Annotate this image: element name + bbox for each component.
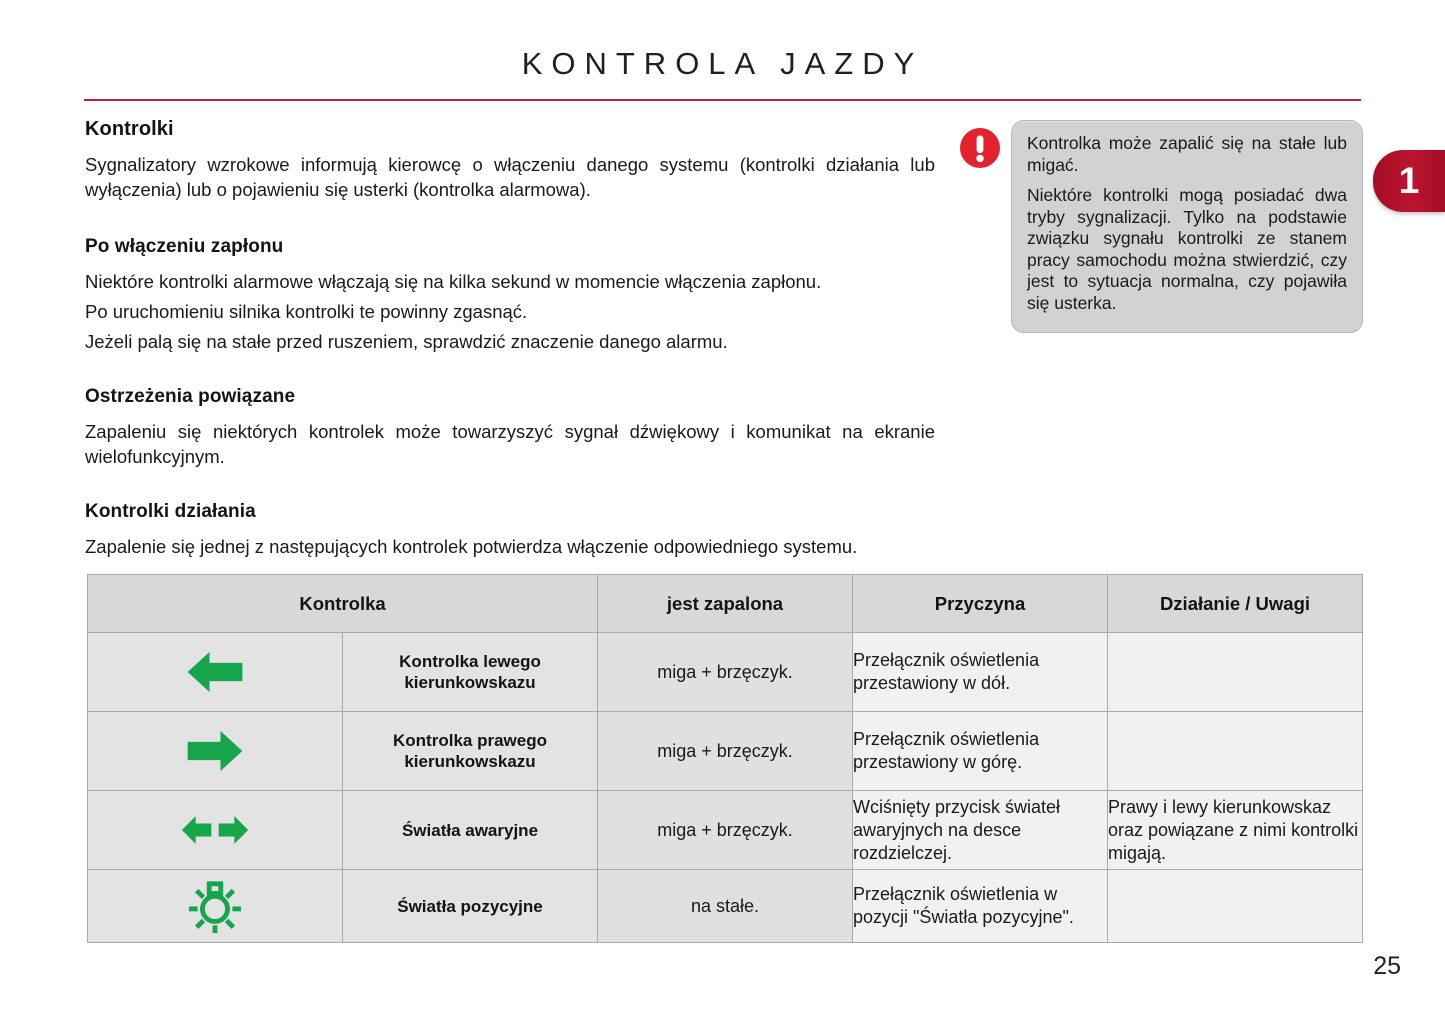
table-cell-note: Prawy i lewy kierunkowskaz oraz powiązane z nimi kontrolki migają. xyxy=(1108,791,1363,870)
spacer xyxy=(85,359,935,386)
table-cell-note xyxy=(1108,870,1363,943)
section-paragraph-zaplon-1: Niektóre kontrolki alarmowe włączają się na kilka sekund w momencie włączenia zapłonu. xyxy=(85,271,822,292)
section-paragraph-zaplon-2: Po uruchomieniu silnika kontrolki te powinny zgasnąć. xyxy=(85,301,528,322)
arrow-left-icon xyxy=(88,633,343,712)
table-cell-name: Światła awaryjne xyxy=(343,791,598,870)
table-cell-note xyxy=(1108,712,1363,791)
table-cell-cause: Przełącznik oświetlenia w pozycji "Światła pozycyjne". xyxy=(853,870,1108,943)
table-row xyxy=(88,791,1363,870)
warning-lights-table xyxy=(87,574,1363,943)
table-cell-cause: Przełącznik oświetlenia przestawiony w dół. xyxy=(853,633,1108,712)
main-content xyxy=(85,118,935,564)
section-paragraph-ostrzezenia: Zapaleniu się niektórych kontrolek może towarzyszyć sygnał dźwiękowy i komunikat na ekranie wielofunkcyjnym. xyxy=(85,421,935,467)
hazard-double-arrow-icon xyxy=(88,791,343,870)
spacer xyxy=(85,474,935,501)
table-cell-name: Kontrolka prawego kierunkowskazu xyxy=(343,712,598,791)
section-heading-kontrolki: Kontrolki xyxy=(85,118,174,140)
table-header-przyczyna: Przyczyna xyxy=(853,575,1108,633)
table-cell-name: Światła pozycyjne xyxy=(343,870,598,943)
arrow-right-icon xyxy=(88,712,343,791)
info-paragraph-2: Niektóre kontrolki mogą posiadać dwa tryby sygnalizacji. Tylko na podstawie związku sygnału kontrolki ze stanem pracy samochodu można stwierdzić, czy jest to sytuacja normalna, czy pojawiła się usterka. xyxy=(1027,185,1347,313)
table-row xyxy=(88,712,1363,791)
info-callout xyxy=(958,120,1363,333)
table-row xyxy=(88,633,1363,712)
section-heading-ostrzezenia-powiazane: Ostrzeżenia powiązane xyxy=(85,386,296,407)
page-number: 25 xyxy=(1373,952,1401,980)
title-divider xyxy=(84,99,1361,101)
section-paragraph-zaplon-3: Jeżeli palą się na stałe przed ruszeniem, sprawdzić znaczenie danego alarmu. xyxy=(85,331,728,352)
table-cell-state: miga + brzęczyk. xyxy=(598,712,853,791)
table-header-row xyxy=(88,575,1363,633)
table-header-dzialanie-uwagi: Działanie / Uwagi xyxy=(1108,575,1363,633)
table-cell-cause: Wciśnięty przycisk świateł awaryjnych na desce rozdzielczej. xyxy=(853,791,1108,870)
section-heading-kontrolki-dzialania: Kontrolki działania xyxy=(85,501,256,522)
chapter-tab-number: 1 xyxy=(1398,160,1420,201)
section-paragraph-kontrolki-dzialania: Zapalenie się jednej z następujących kontrolek potwierdza włączenie odpowiedniego systemu. xyxy=(85,536,858,557)
warning-exclamation-icon xyxy=(958,126,1002,170)
section-paragraph-kontrolki: Sygnalizatory wzrokowe informują kierowcę o włączeniu danego systemu (kontrolki działania lub wyłączenia) lub o pojawieniu się usterki (kontrolka alarmowa). xyxy=(85,154,935,200)
page-title: KONTROLA JAZDY xyxy=(521,46,924,81)
info-paragraph-1: Kontrolka może zapalić się na stałe lub migać. xyxy=(1027,133,1347,175)
table-header-jest-zapalona: jest zapalona xyxy=(598,575,853,633)
table-cell-state: miga + brzęczyk. xyxy=(598,791,853,870)
table-cell-state: na stałe. xyxy=(598,870,853,943)
info-box xyxy=(1011,120,1363,333)
spacer xyxy=(85,207,935,236)
table-cell-state: miga + brzęczyk. xyxy=(598,633,853,712)
table-cell-cause: Przełącznik oświetlenia przestawiony w górę. xyxy=(853,712,1108,791)
chapter-tab[interactable] xyxy=(1373,150,1445,212)
section-heading-po-wlaczeniu-zaplonu: Po włączeniu zapłonu xyxy=(85,236,284,257)
table-cell-note xyxy=(1108,633,1363,712)
table-header-kontrolka: Kontrolka xyxy=(88,575,598,633)
table-row xyxy=(88,870,1363,943)
position-lights-sun-icon xyxy=(88,870,343,943)
table-cell-name: Kontrolka lewego kierunkowskazu xyxy=(343,633,598,712)
